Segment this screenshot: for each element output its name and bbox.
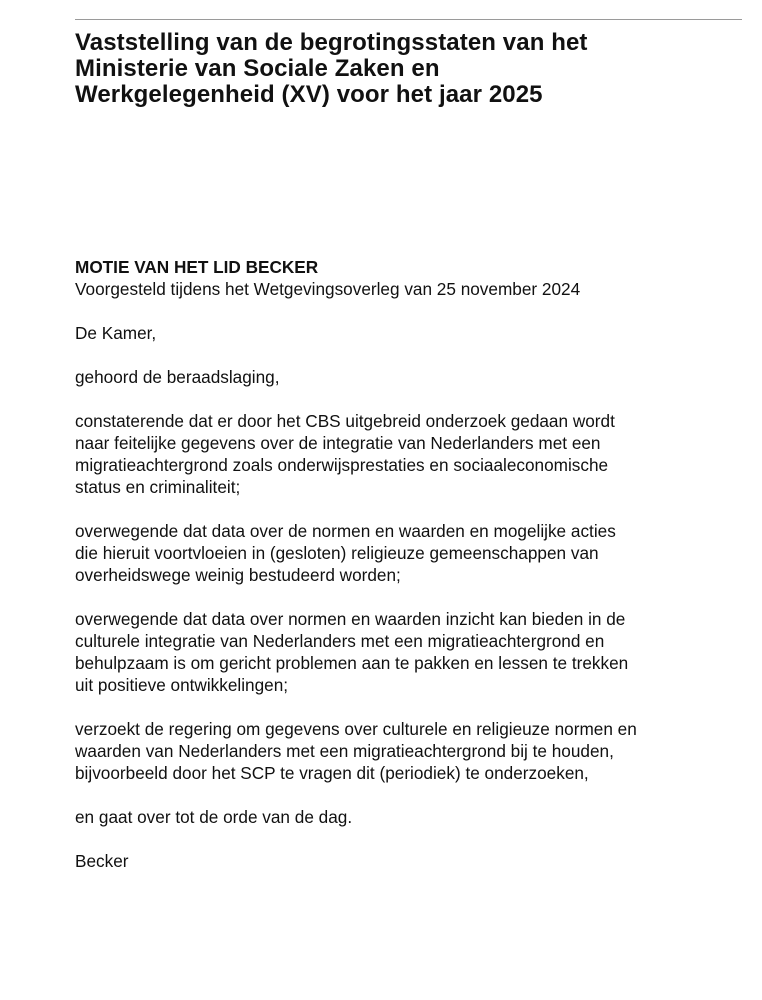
paragraph-line: en gaat over tot de orde van de dag.: [75, 807, 353, 827]
paragraph-addressee: [75, 322, 745, 344]
motion-subtitle: Voorgesteld tijdens het Wetgevingsoverleg van 25 november 2024: [75, 279, 581, 299]
paragraph-line: overwegende dat data over de normen en waarden en mogelijke acties: [75, 521, 616, 541]
paragraph-line: waarden van Nederlanders met een migratieachtergrond bij te houden,: [75, 741, 614, 761]
paragraph-line: overwegende dat data over normen en waarden inzicht kan bieden in de: [75, 609, 626, 629]
motion-heading: MOTIE VAN HET LID BECKER: [75, 257, 319, 277]
paragraph-line: status en criminaliteit;: [75, 477, 241, 497]
signature-name: [75, 850, 745, 872]
paragraph-closing: [75, 806, 745, 828]
paragraph-line: Becker: [75, 851, 129, 871]
document-title-line: Vaststelling van de begrotingsstaten van het: [75, 29, 588, 56]
document-title-line: Werkgelegenheid (XV) voor het jaar 2025: [75, 81, 543, 108]
paragraph-line: overheidswege weinig bestudeerd worden;: [75, 565, 401, 585]
paragraph-deliberation: [75, 366, 745, 388]
paragraph-line: bijvoorbeeld door het SCP te vragen dit (periodiek) te onderzoeken,: [75, 763, 589, 783]
paragraph-line: culturele integratie van Nederlanders met een migratieachtergrond en: [75, 631, 605, 651]
paragraph-line: naar feitelijke gegevens over de integratie van Nederlanders met een: [75, 433, 601, 453]
motion-body: [75, 256, 745, 872]
paragraph-line: De Kamer,: [75, 323, 157, 343]
paragraph-line: migratieachtergrond zoals onderwijsprestaties en sociaaleconomische: [75, 455, 609, 475]
paragraph-line: behulpzaam is om gericht problemen aan te pakken en lessen te trekken: [75, 653, 629, 673]
paragraph-observation: [75, 410, 745, 498]
paragraph-request: [75, 718, 745, 784]
paragraph-line: constaterende dat er door het CBS uitgebreid onderzoek gedaan wordt: [75, 411, 615, 431]
paragraph-line: die hieruit voortvloeien in (gesloten) religieuze gemeenschappen van: [75, 543, 599, 563]
paragraph-line: verzoekt de regering om gegevens over culturele en religieuze normen en: [75, 719, 637, 739]
paragraph-line: uit positieve ontwikkelingen;: [75, 675, 289, 695]
top-divider: [75, 19, 742, 20]
paragraph-consideration-2: [75, 608, 745, 696]
document-title-line: Ministerie van Sociale Zaken en: [75, 55, 440, 82]
paragraph-consideration-1: [75, 520, 745, 586]
document-title: [75, 30, 735, 108]
paragraph-line: gehoord de beraadslaging,: [75, 367, 280, 387]
